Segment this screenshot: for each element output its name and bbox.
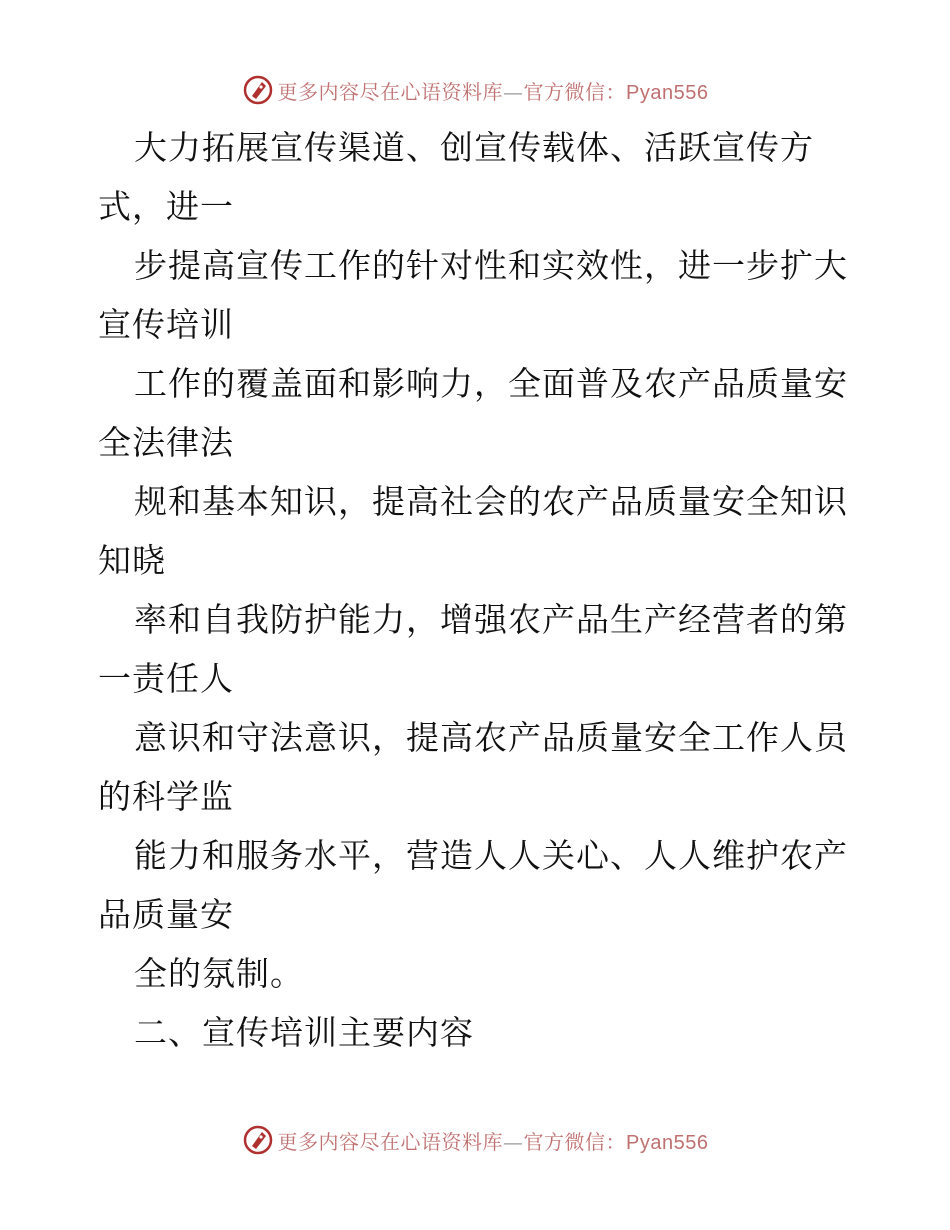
banner-separator: — (503, 79, 524, 104)
banner-separator: — (503, 1129, 524, 1154)
body-line: 全法律法 (98, 423, 234, 462)
body-line: 一责任人 (98, 659, 234, 698)
body-line: 全的氛制。 (134, 954, 304, 993)
document-body (98, 118, 858, 1062)
banner-contact: 官方微信：Pyan556 (523, 1131, 709, 1154)
body-line: 能力和服务水平，营造人人关心、人人维护农产 (134, 836, 848, 875)
body-line: 工作的覆盖面和影响力，全面普及农产品质量安 (134, 364, 848, 403)
body-line: 步提高宣传工作的针对性和实效性，进一步扩大 (134, 246, 848, 285)
banner-text (278, 76, 709, 105)
banner-brand: 更多内容尽在心语资料库 (277, 79, 504, 104)
section-heading: 二、宣传培训主要内容 (134, 1013, 474, 1052)
body-line: 规和基本知识，提高社会的农产品质量安全知识 (134, 482, 848, 521)
banner-brand: 更多内容尽在心语资料库 (277, 1129, 504, 1154)
pen-nib-logo-icon (242, 74, 274, 106)
body-line: 意识和守法意识，提高农产品质量安全工作人员 (134, 718, 848, 757)
body-line: 大力拓展宣传渠道、创宣传载体、活跃宣传方 (134, 128, 814, 167)
body-line: 率和自我防护能力，增强农产品生产经营者的第 (134, 600, 848, 639)
body-line: 式，进一 (98, 187, 234, 226)
banner-contact: 官方微信：Pyan556 (523, 81, 709, 104)
footer-watermark-banner (0, 1120, 950, 1160)
body-line: 的科学监 (98, 777, 234, 816)
pen-nib-logo-icon (242, 1124, 274, 1156)
body-line: 宣传培训 (98, 305, 234, 344)
banner-text (278, 1126, 709, 1155)
header-watermark-banner (0, 70, 950, 110)
body-line: 知晓 (98, 541, 166, 580)
body-line: 品质量安 (98, 895, 234, 934)
